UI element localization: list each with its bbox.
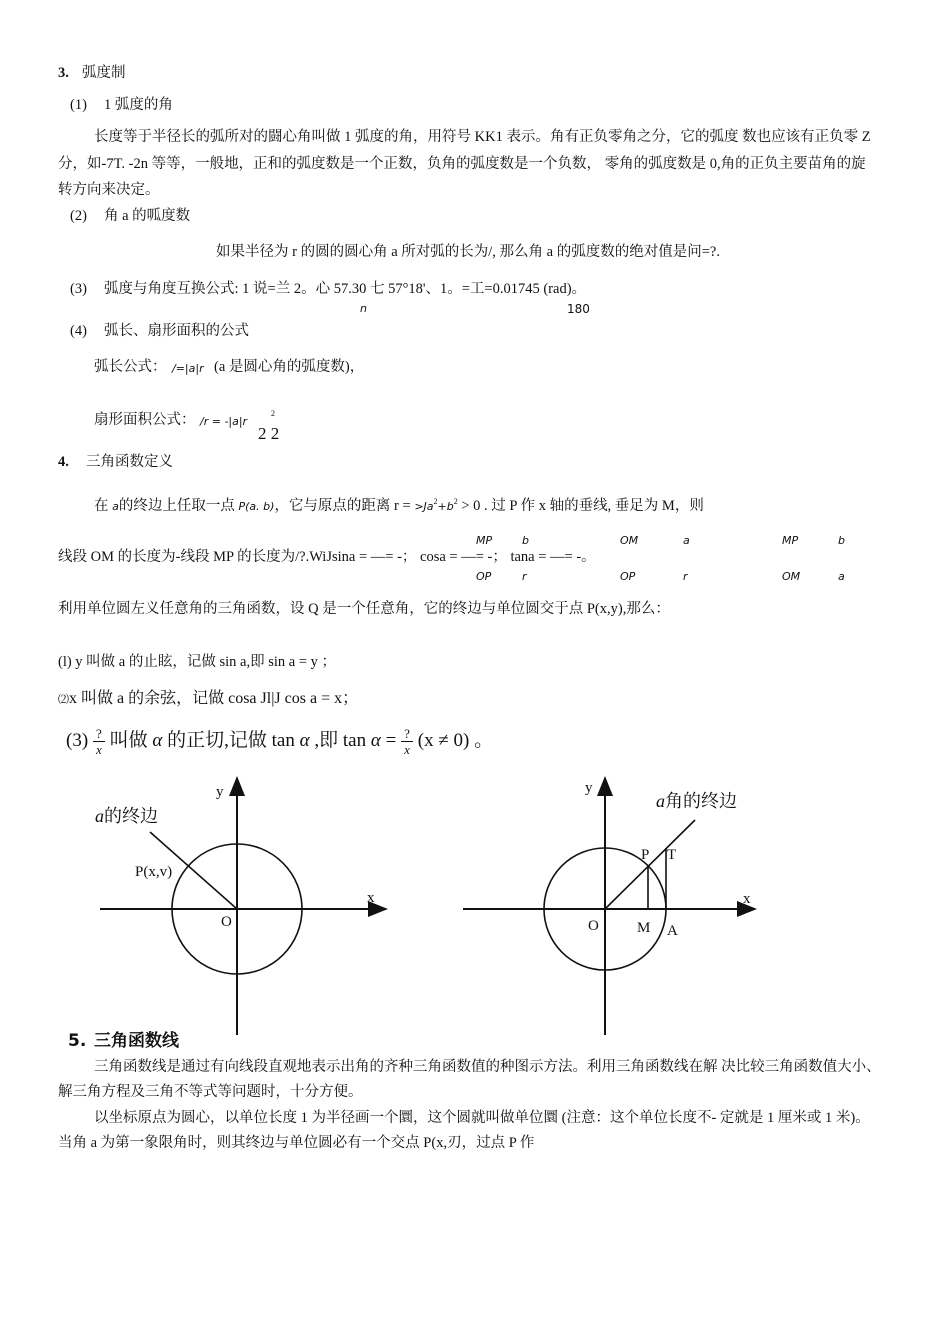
text-span: 的终边上任取一点 (118, 497, 235, 514)
terminal-side-label (656, 791, 737, 811)
fraction-denominator: r (683, 570, 688, 583)
root-expression: >Ja (414, 499, 434, 513)
arc-length-note: (a 是圆心角的弧度数)， (214, 359, 365, 375)
paragraph-line: 长度等于半径长的弧所对的闘心角叫做 1 弧度的角，用符号 KK1 表示。角有正负零角之分，它的弧度 数也应该有正负零 Z (94, 129, 871, 145)
paragraph-line: 三角函数线是通过有向线段直观地表示出角的齐种三角函数值的种图示方法。利用三角函数线在解 决比较三角函数值大小、 (94, 1059, 881, 1075)
point-a-label: A (667, 923, 678, 939)
sine-definition: (l) y 叫做 a 的止眩，记做 sin a,即 sin a = y ； (58, 654, 337, 670)
item-label: (4) (70, 323, 87, 339)
superscript: 2 (433, 497, 438, 506)
x-axis-label: x (367, 890, 375, 906)
cosine-definition (58, 690, 358, 709)
fraction-denominator: a (838, 570, 845, 583)
point-t-label: T (667, 847, 677, 863)
y-axis-label: y (585, 780, 593, 796)
tangent-definition (66, 726, 493, 757)
text-span: 角的终边 (665, 791, 737, 811)
point-p-label: P(x,v) (135, 864, 173, 880)
paragraph-line: 以坐标原点为圆心，以单位长度 1 为半径画一个圜，这个圆就叫做单位圜 (注意：这个单位长度不- 定就是 1 厘米或 1 米)。 (94, 1110, 870, 1126)
arc-length-label: 弧长公式： (94, 359, 167, 375)
fraction-denominator: OP (476, 570, 492, 583)
terminal-side-label (95, 806, 158, 826)
item-title: 1 弧度的角 (104, 97, 173, 113)
text-span: > 0 . 过 P 作 x 轴的垂线, 垂足为 M，则 (461, 497, 704, 514)
item-title: 弧长、扇形面积的公式 (104, 323, 249, 339)
text-span: = (385, 729, 397, 751)
point-p: P(a. b) (238, 499, 275, 513)
item-label: (3) (70, 281, 87, 297)
fraction-denominator: OM (782, 570, 801, 583)
paragraph-line: 分，如-7T. -2n 等等，一般地，正和的弧度数是一个正数，负角的弧度数是一个负数， 零角的弧度数是 0,角的正负主要苗角的旋 (58, 156, 866, 172)
alpha-symbol: α (152, 729, 163, 751)
alpha-symbol: α (370, 729, 381, 751)
fraction-numerator: b (838, 534, 845, 547)
left-unit-circle-figure (90, 770, 400, 1040)
root-expression: +b (437, 499, 454, 513)
fraction-numerator: ? (401, 726, 413, 742)
section5-title: 三角函数线 (94, 1031, 179, 1051)
y-axis-label: y (216, 784, 224, 800)
definition-line: 利用单位圆左义任意角的三角函数，设 Q 是一个任意角，它的终边与单位圆交于点 P(x,y),那么： (58, 601, 670, 617)
paragraph-line: 解三角方程及三角不等式等问题时，十分方便。 (58, 1084, 363, 1100)
point-m-label: M (637, 920, 651, 936)
text-span: 的正切,记做 tan (167, 729, 295, 751)
sector-area-label: 扇形面积公式： (94, 412, 196, 428)
text-span: 在 (94, 497, 109, 514)
fraction-numerator: b (522, 534, 529, 547)
alpha-symbol: a (656, 791, 665, 811)
section4-number: 4. (58, 454, 69, 470)
text-span: ,即 tan (314, 729, 367, 751)
fraction-numerator: a (683, 534, 690, 547)
sector-area-formula: /r = -|a|r (200, 415, 248, 428)
origin-label: O (221, 914, 232, 930)
fraction-numerator: ? (93, 726, 105, 742)
conversion-formula: 弧度与角度互换公式: 1 说=兰 2。心 57.30 七 57°18'、1。=工=0.01745 (rad)。 (104, 281, 587, 297)
text-span: 的终边 (104, 806, 158, 826)
item-label: ⑵ (58, 694, 69, 706)
fraction-denominator: x (96, 742, 102, 757)
item-label: (2) (70, 208, 87, 224)
fraction-numerator: MP (476, 534, 493, 547)
text-span: ，它与原点的距离 r = (274, 497, 411, 514)
right-unit-circle-figure (455, 770, 765, 1040)
x-axis-label: x (743, 891, 751, 907)
fraction (401, 726, 413, 757)
fraction-numerator: MP (782, 534, 799, 547)
section3-number: 3. (58, 65, 69, 81)
paragraph-line: 当角 a 为第一象限角时，则其终边与单位圆必有一个交点 P(x,刃，过点 P 作 (58, 1135, 535, 1151)
alpha-symbol: a (112, 499, 119, 513)
fraction-denominator: OP (620, 570, 636, 583)
alpha-symbol: a (95, 806, 104, 826)
definition-line (94, 493, 704, 516)
terminal-side (605, 820, 695, 909)
definition-line: 线段 OM 的长度为-线段 MP 的长度为/?.WiJsina = —= -； cosa = —= -； tana = —= -。 (58, 549, 596, 565)
text-span: (x ≠ 0) 。 (417, 729, 494, 751)
fraction-numerator: OM (620, 534, 639, 547)
superscript: 2 (453, 497, 458, 506)
section4-title: 三角函数定义 (86, 454, 173, 470)
text-span: 叫做 (109, 729, 148, 751)
sector-fraction: 2 2 (258, 424, 280, 443)
item-title: 角 a 的呱度数 (104, 208, 191, 224)
item-label: (3) (66, 729, 89, 751)
origin-label: O (588, 918, 599, 934)
section5-number: 5. (68, 1031, 87, 1051)
alpha-symbol: α (299, 729, 310, 751)
point-p-label: P (641, 847, 650, 863)
paragraph-line: 如果半径为 r 的圆的圆心角 a 所对弧的长为/, 那么角 a 的弧度数的绝对值是问=?. (216, 244, 720, 260)
arc-length-formula: /=|a|r (172, 362, 204, 375)
fraction-denominator: r (522, 570, 527, 583)
fraction-denominator: x (404, 742, 410, 757)
section3-title: 弧度制 (82, 65, 126, 81)
superscript: 2 (271, 409, 275, 418)
item-label: (1) (70, 97, 87, 113)
formula-subscript: 180 (567, 302, 590, 316)
fraction (93, 726, 105, 757)
paragraph-line: 转方向来决定。 (58, 182, 160, 198)
formula-subscript: n (360, 302, 367, 315)
text-span: x 叫做 a 的余弦，记做 cosa Jl|J cos a = x； (69, 690, 359, 707)
